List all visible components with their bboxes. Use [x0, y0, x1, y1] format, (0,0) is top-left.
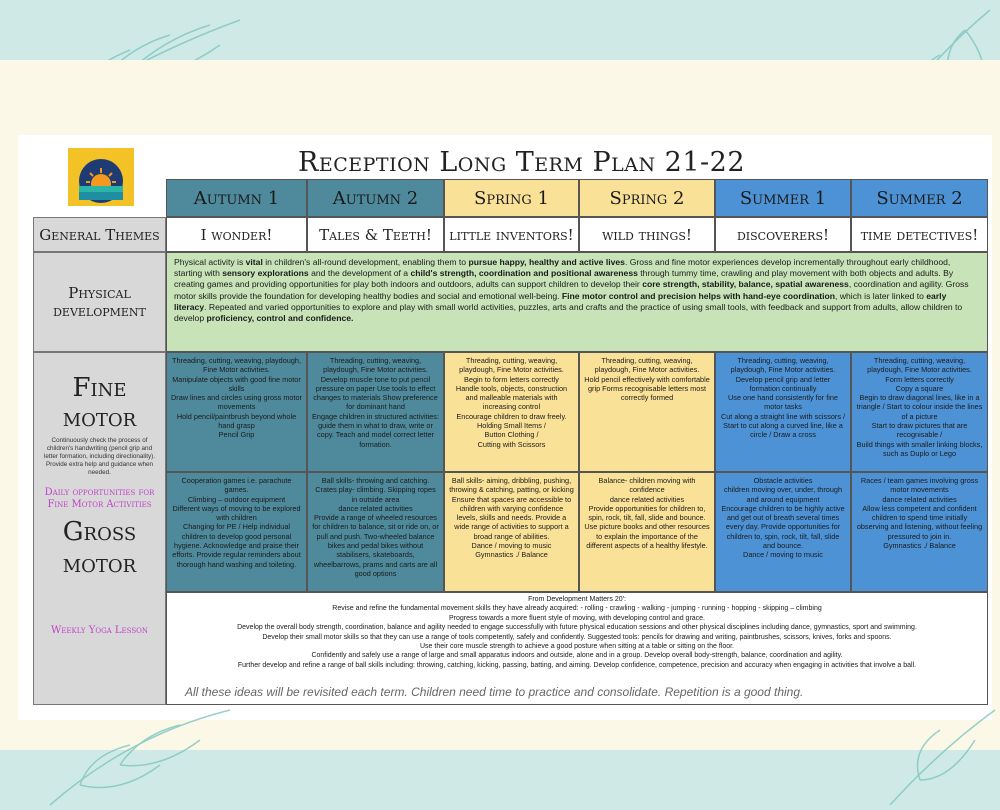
school-logo [68, 148, 134, 206]
phys-text: . Gross and fine motor experiences develop incrementally throughout early childhood, starting with [174, 257, 951, 279]
gross-motor-cell-line: dance related activities [882, 494, 957, 504]
gross-motor-cell-line: children moving over, under, through and around equipment [723, 485, 843, 504]
theme-autumn-2: Tales & Teeth! [307, 217, 444, 252]
fine-motor-cell-line: Begin to draw diagonal lines, like in a triangle / Start to colour inside the lines of a picture [856, 393, 983, 421]
development-matters-line: Progress towards a more fluent style of moving, with developing control and grace. [448, 614, 706, 622]
fine-motor-cell-line: Use one hand consistently for fine motor tasks [728, 393, 838, 412]
gross-motor-cell-line: dance related activities [338, 503, 413, 513]
development-matters-line: Revise and refine the fundamental movement skills they have already acquired: - rolling - crawling - walking - jumping - running - hopping - skipping – climbing [332, 605, 822, 613]
gross-motor-cell-line: Climbing – outdoor equipment [187, 494, 286, 504]
physical-label-line2: development [53, 302, 146, 320]
fine-motor-label: Fine motor [62, 373, 137, 433]
gross-motor-cell-line: Use picture books and other resources to explain the importance of the different aspects of a healthy lifestyle. [584, 522, 710, 551]
gross-motor-label-line1: Gross [62, 517, 137, 547]
fine-motor-cell-autumn-2 [307, 352, 444, 472]
gross-motor-cell-line: Obstacle activities [753, 476, 813, 485]
fine-motor-cell-line: Hold pencil effectively with comfortable grip Forms recognisable letters most correctly formed [584, 374, 710, 403]
gross-motor-cell-line: Races / team games involving gross motor movements [860, 476, 979, 495]
phys-bold: proficiency, control and confidence. [206, 313, 354, 324]
title-bar [288, 144, 746, 180]
fine-motor-cell-summer-2 [851, 352, 988, 472]
fine-motor-cell-line: Pencil Grip [218, 430, 255, 440]
phys-bold: early literacy [174, 290, 947, 312]
fine-motor-cell-line: Threading, cutting, weaving, playdough, Fine Motor activities. [594, 356, 700, 375]
phys-bold: vital [245, 257, 263, 267]
fine-motor-cell-line: Threading, cutting, weaving, playdough, Fine Motor activities. [459, 356, 564, 375]
gross-motor-cell-line: Dance / moving to music [743, 550, 823, 560]
fine-motor-cell-spring-1 [444, 352, 579, 472]
development-matters-heading: From Development Matters 20': [528, 596, 626, 603]
gross-motor-cell-line: Changing for PE / Help individual children to develop good personal hygiene. Acknowledge and praise their efforts. Provide regular reminders about thorough hand washing and toileting. [172, 522, 301, 569]
term-header-spring-2: Spring 2 [579, 179, 715, 217]
theme-summer-1: discoverers! [715, 217, 851, 252]
development-matters-line: Further develop and refine a range of ball skills including: throwing, catching, kicking, passing, batting, and aiming. Develop confidence, competence, precision and accuracy when engaging in activities that involve a ball. [237, 661, 917, 669]
fine-motor-cell-line: Engage children in structured activities: guide them in what to draw, write or copy. Teach and model correct letter formation. [312, 411, 439, 449]
gross-motor-cell-spring-2 [579, 472, 715, 592]
term-header-autumn-1: Autumn 1 [166, 179, 307, 217]
fine-motor-cell-line: Form letters correctly [885, 374, 954, 384]
phys-text: , which is later linked to [835, 290, 927, 301]
fine-motor-cell-line: Threading, cutting, weaving, playdough, Fine Motor activities. [867, 356, 972, 375]
fine-motor-cell-line: Cutting with Scissors [477, 439, 546, 449]
fine-motor-cell-line: Manipulate objects with good fine motor skills [172, 374, 301, 393]
gross-motor-cell-line: dance related activities [609, 494, 685, 504]
fine-motor-cell-line: Start to draw pictures that are recognisable / [871, 421, 968, 440]
revisit-note: All these ideas will be revisited each term. Children need time to practice and consolidate. Repetition is a good thing. [185, 685, 804, 699]
fine-motor-cell-line: Develop muscle tone to put pencil pressure on paper Use tools to effect changes to materials Show preference for dominant hand [313, 374, 438, 412]
general-themes-label [33, 217, 166, 252]
gross-motor-cell-line: Balance- children moving with confidence [598, 476, 696, 495]
phys-bold: core strength, stability, balance, spatial awareness [642, 279, 849, 290]
gross-motor-cell-line: Ball skills- aiming, dribbling, pushing, throwing & catching, patting, or kicking [449, 476, 574, 495]
theme-spring-1: little inventors! [444, 217, 579, 252]
fine-motor-cell-line: Draw lines and circles using gross motor movements [171, 393, 302, 412]
theme-autumn-1: I wonder! [166, 217, 307, 252]
gross-motor-cell-line: Provide a range of wheeled resources for children to balance, sit or ride on, or pull and push. Two-wheeled balance bikes and pedal bikes without stabilisers, skateboards, wheelbarrows, prams and carts are all good options [312, 513, 439, 578]
phys-bold: Fine motor control and precision helps with hand-eye coordination [561, 290, 836, 301]
gross-motor-cell-line: Different ways of moving to be explored with children [172, 503, 301, 523]
gross-motor-label-line2: motor [62, 549, 137, 579]
gross-motor-cell-line: Gymnastics ./ Balance [475, 550, 548, 560]
term-header-autumn-2: Autumn 2 [307, 179, 444, 217]
daily-fine-motor-note: Daily opportunities for Fine Motor Activities [44, 487, 155, 510]
physical-label-line1: Physical [68, 284, 131, 302]
fine-motor-cell-line: Threading, cutting, weaving, playdough, Fine Motor activities. [172, 356, 301, 375]
phys-text: in children's all-round development, enabling them to [262, 257, 469, 267]
gross-motor-cell-line: Cooperation games i.e. parachute games. [181, 476, 292, 495]
fine-motor-cell-line: Encourage children to draw freely. [456, 411, 567, 421]
general-themes-text: General Themes [39, 225, 160, 244]
theme-summer-2: time detectives! [851, 217, 988, 252]
theme-spring-2: wild things! [579, 217, 715, 252]
phys-bold: pursue happy, healthy and active lives [468, 257, 625, 267]
phys-text: through tummy time, crawling and play movement with both objects and adults. By creating games and providing opportunities for play both indoors and outdoors, adults can support children to develop their [174, 268, 954, 290]
motor-skills-label [33, 352, 166, 705]
term-header-spring-1: Spring 1 [444, 179, 579, 217]
physical-development-description [166, 252, 988, 352]
fine-motor-cell-spring-2 [579, 352, 715, 472]
gross-motor-cell-line: Dance / moving to music [471, 541, 552, 551]
gross-motor-cell-summer-1 [715, 472, 851, 592]
fine-motor-cell-summer-1 [715, 352, 851, 472]
development-matters-line: Develop the overall body strength, coordination, balance and agility needed to engage successfully with future physical education sessions and other physical disciplines including dance, gymnastics, sport and swimming. [237, 624, 917, 632]
gross-motor-cell-autumn-1 [166, 472, 307, 592]
gross-motor-cell-autumn-2 [307, 472, 444, 592]
page-title: Reception Long Term Plan 21-22 [298, 146, 746, 178]
phys-text: and the development of a [308, 268, 411, 279]
fine-motor-cell-autumn-1 [166, 352, 307, 472]
fine-motor-cell-line: Hold pencil/paintbrush beyond whole hand grasp [176, 411, 297, 431]
fine-motor-cell-line: Start to cut along a curved line, like a circle / Draw a cross [723, 421, 843, 440]
leaf-decoration-bottom-right [880, 700, 1000, 810]
development-matters-line: Develop their small motor skills so that they can use a range of tools competently, safely and confidently. Suggested tools: pencils for drawing and writing, paintbrushes, scissors, knives, forks and spoons. [262, 633, 892, 641]
fine-motor-cell-line: Begin to form letters correctly [464, 374, 559, 384]
gross-motor-cell-line: Ensure that spaces are accessible to children with varying confidence levels, skills and needs. Provide a wide range of activities to support a broad range of abilities. [451, 494, 572, 541]
fine-motor-cell-line: Threading, cutting, weaving, playdough, Fine Motor activities. [323, 356, 428, 375]
term-header-summer-1: Summer 1 [715, 179, 851, 217]
fine-motor-cell-line: Cut along a straight line with scissors / [720, 411, 846, 421]
gross-motor-cell-line: Provide opportunities for children to, spin, rock, tilt, fall, slide and bounce. [588, 503, 706, 523]
gross-motor-cell-line: Encourage children to be highly active and get out of breath several times every day. Provide opportunities for children to, spin, rock, tilt, fall, slide and bounce. [721, 503, 845, 551]
gross-motor-cell-line: Allow less competent and confident children to spend time initially observing and listening, without feeling pressured to join in. [856, 503, 983, 541]
gross-motor-cell-spring-1 [444, 472, 579, 592]
fine-motor-cell-line: Threading, cutting, weaving, playdough, Fine Motor activities. [730, 356, 836, 375]
leaf-decoration-bottom-left [40, 705, 240, 810]
physical-development-label [33, 252, 166, 352]
phys-text: , coordination and agility. Gross motor skills provide the foundation for developing healthy bodies and social and emotional well-being. [174, 279, 969, 301]
phys-bold: sensory explorations [222, 268, 309, 279]
phys-text: Physical activity is [174, 257, 246, 267]
gross-motor-cell-line: Gymnastics ./ Balance [883, 541, 956, 551]
fine-motor-cell-line: Build things with smaller linking blocks, such as Duplo or Lego [856, 439, 983, 458]
gross-motor-cell-summer-2 [851, 472, 988, 592]
gross-motor-cell-line: Ball skills- throwing and catching. Crates play- climbing. Skipping ropes in outside area [315, 476, 436, 504]
development-matters-line: Use their core muscle strength to achieve a good posture when sitting at a table or sitting on the floor. [419, 643, 734, 651]
fine-motor-cell-line: Handle tools, objects, construction and malleable materials with increasing control [455, 383, 568, 412]
phys-bold: child's strength, coordination and positional awareness [410, 268, 638, 279]
fine-motor-cell-line: Develop pencil grip and letter formation continually [735, 374, 831, 393]
fine-motor-note: Continuously check the process of children's handwriting (pencil grip and letter formation, including directionality). Provide extra help and guidance when needed. [44, 437, 155, 476]
phys-text: . Repeated and varied opportunities to explore and play with small world activities, puzzles, arts and crafts and the practice of using small tools, with feedback and support from adults, allow children to develop [174, 301, 963, 324]
term-header-summer-2: Summer 2 [851, 179, 988, 217]
fine-motor-cell-line: Copy a square [895, 383, 944, 393]
weekly-yoga-label: Weekly Yoga Lesson [51, 625, 148, 636]
development-matters-line: Confidently and safely use a range of large and small apparatus indoors and outside, alone and in a group. Develop overall body-strength, balance, coordination and agility. [311, 652, 843, 660]
fine-motor-cell-line: Holding Small Items / [477, 421, 546, 431]
fine-motor-cell-line: Button Clothing / [484, 430, 539, 440]
